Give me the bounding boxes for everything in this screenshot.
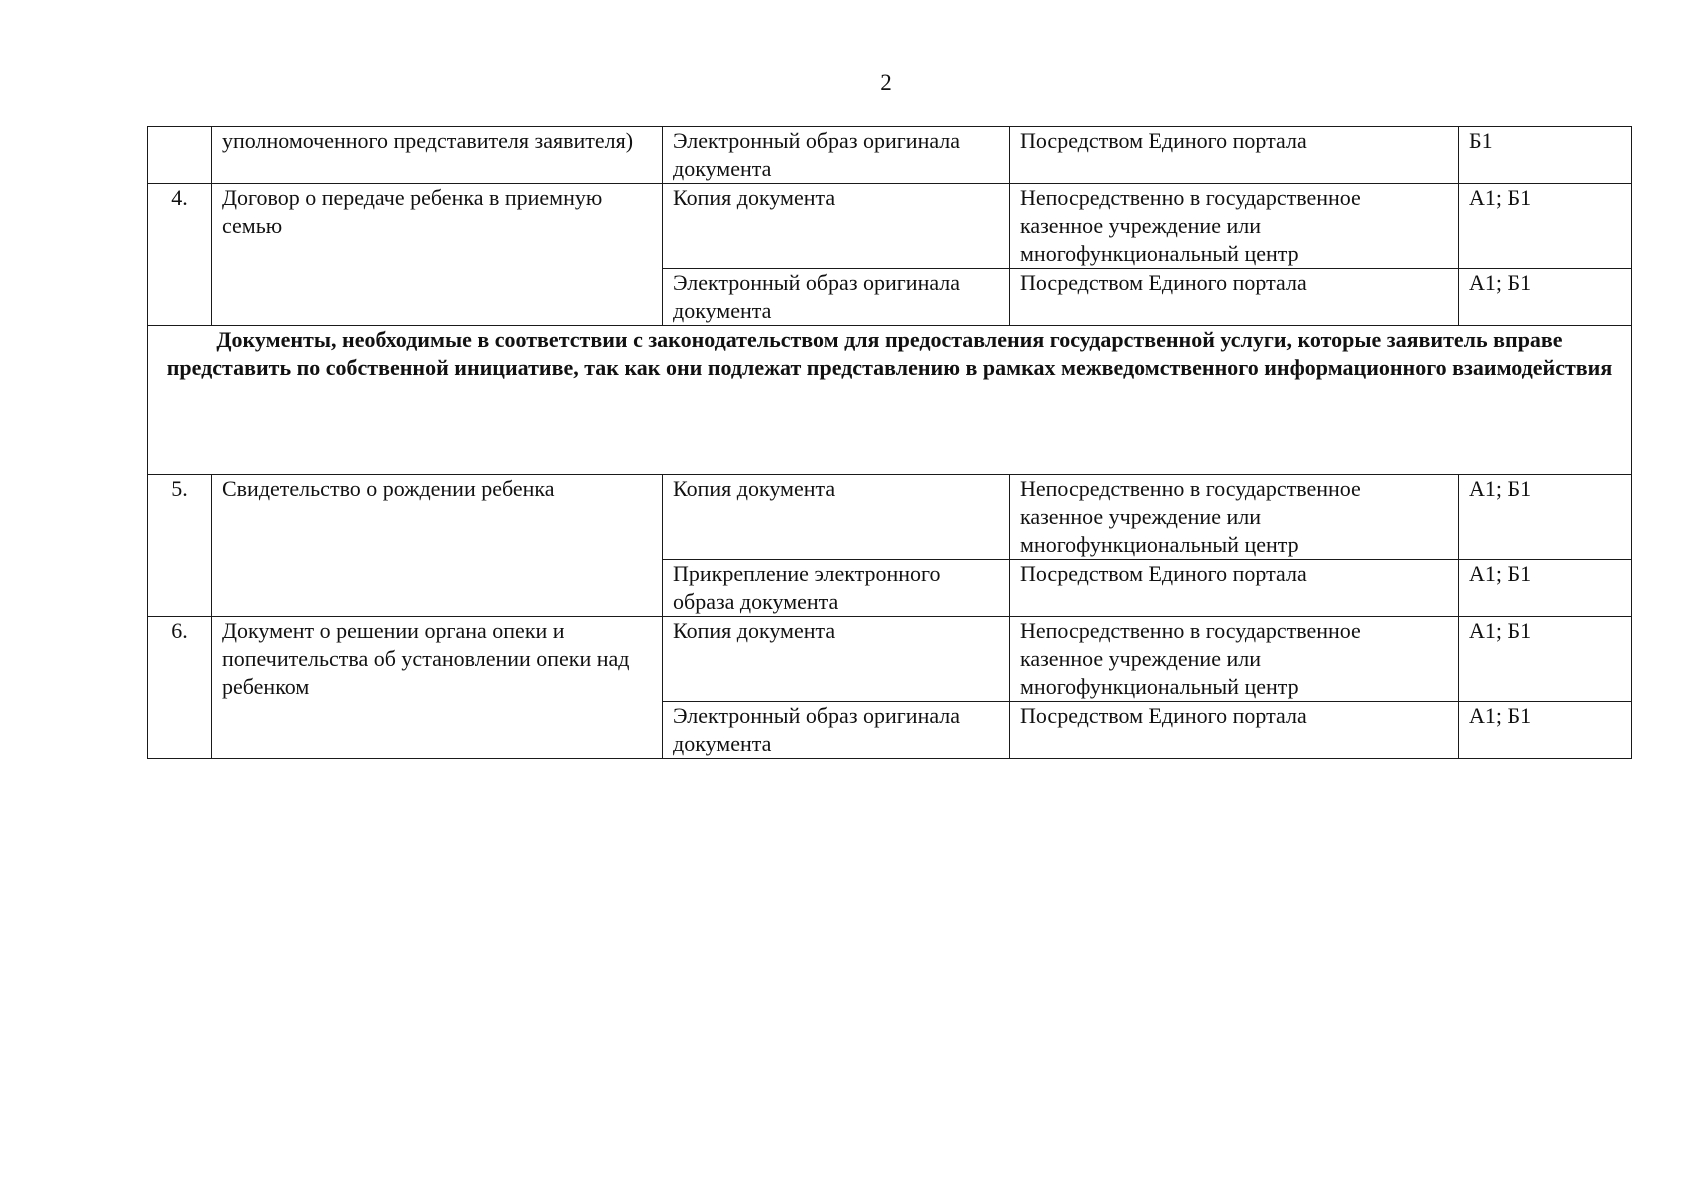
submission-form: Электронный образ оригинала документа [663,127,1010,184]
section-heading-text: Документы, необходимые в соответствии с законодательством для предоставления государственной услуги, которые заявитель вправе представить по собственной инициативе, так как они подлежат представлению в рамках межведомственного информационного взаимодействия [166,327,1613,380]
submission-method: Посредством Единого портала [1010,560,1459,617]
documents-table [147,126,1632,759]
applicant-code: А1; Б1 [1459,560,1632,617]
row-number [148,127,212,184]
applicant-code: А1; Б1 [1459,617,1632,702]
table-row [148,127,1632,184]
submission-method: Непосредственно в государственное казенное учреждение или многофункциональный центр [1010,184,1459,269]
applicant-code: А1; Б1 [1459,475,1632,560]
submission-method: Посредством Единого портала [1010,269,1459,326]
row-number: 6. [148,617,212,759]
submission-form: Электронный образ оригинала документа [663,702,1010,759]
table-row [148,184,1632,269]
submission-method: Непосредственно в государственное казенное учреждение или многофункциональный центр [1010,617,1459,702]
page-number: 2 [880,70,892,95]
table-row [148,617,1632,702]
document-name: Документ о решении органа опеки и попечительства об установлении опеки над ребенком [212,617,663,759]
row-number: 5. [148,475,212,617]
submission-form: Прикрепление электронного образа документа [663,560,1010,617]
submission-form: Электронный образ оригинала документа [663,269,1010,326]
applicant-code: Б1 [1459,127,1632,184]
section-heading-row [148,326,1632,475]
submission-form: Копия документа [663,475,1010,560]
section-heading [148,326,1632,475]
table-row [148,475,1632,560]
submission-method: Посредством Единого портала [1010,127,1459,184]
document-name: уполномоченного представителя заявителя) [212,127,663,184]
row-number: 4. [148,184,212,326]
applicant-code: А1; Б1 [1459,184,1632,269]
applicant-code: А1; Б1 [1459,702,1632,759]
document-name: Свидетельство о рождении ребенка [212,475,663,617]
submission-form: Копия документа [663,617,1010,702]
submission-method: Непосредственно в государственное казенное учреждение или многофункциональный центр [1010,475,1459,560]
applicant-code: А1; Б1 [1459,269,1632,326]
document-name: Договор о передаче ребенка в приемную семью [212,184,663,326]
submission-method: Посредством Единого портала [1010,702,1459,759]
submission-form: Копия документа [663,184,1010,269]
